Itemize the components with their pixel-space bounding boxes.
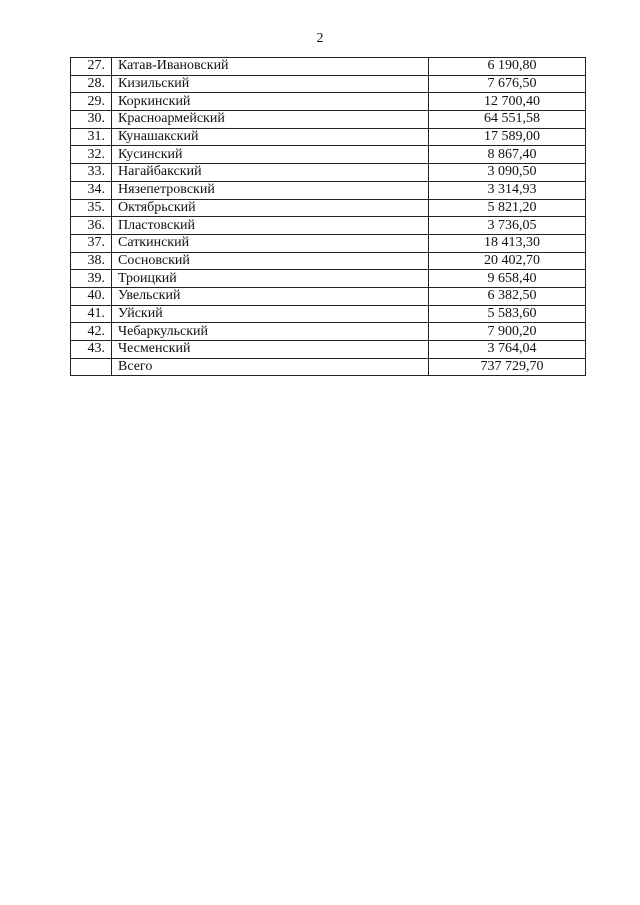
amount-value: 64 551,58 [484, 111, 540, 127]
total-row [71, 358, 586, 376]
total-label: Всего [112, 358, 429, 376]
table-row [71, 341, 586, 359]
district-name: Нязепетровский [112, 181, 429, 199]
page-number: 2 [316, 31, 324, 46]
amount-value: 3 090,50 [487, 164, 537, 180]
district-name: Нагайбакский [112, 164, 429, 182]
row-number: 30. [71, 111, 112, 129]
table-row [71, 181, 586, 199]
table-row [71, 287, 586, 305]
row-number: 33. [71, 164, 112, 182]
district-name: Красноармейский [112, 111, 429, 129]
district-name: Увельский [112, 287, 429, 305]
district-name: Катав-Ивановский [112, 58, 429, 76]
table-row [71, 111, 586, 129]
district-name: Кизильский [112, 75, 429, 93]
district-name: Уйский [112, 305, 429, 323]
table-row [71, 164, 586, 182]
amount-value: 20 402,70 [484, 252, 540, 268]
row-number: 31. [71, 128, 112, 146]
amount-value: 5 583,60 [487, 305, 537, 321]
district-name: Саткинский [112, 234, 429, 252]
district-name: Чесменский [112, 341, 429, 359]
row-number: 27. [71, 58, 112, 76]
amount-value: 9 658,40 [487, 270, 537, 286]
table-row [71, 128, 586, 146]
amount-value: 12 700,40 [484, 93, 540, 109]
row-number: 41. [71, 305, 112, 323]
amount-value: 17 589,00 [484, 129, 540, 145]
amount-value: 3 764,04 [487, 341, 537, 357]
amount-value: 3 736,05 [487, 217, 537, 233]
row-number: 29. [71, 93, 112, 111]
district-name: Октябрьский [112, 199, 429, 217]
table-row [71, 75, 586, 93]
data-table [70, 57, 586, 376]
row-number: 32. [71, 146, 112, 164]
total-row-number [71, 358, 112, 376]
table-row [71, 93, 586, 111]
table-row [71, 234, 586, 252]
row-number: 39. [71, 270, 112, 288]
row-number: 34. [71, 181, 112, 199]
row-number: 38. [71, 252, 112, 270]
district-name: Коркинский [112, 93, 429, 111]
district-name: Троицкий [112, 270, 429, 288]
amount-value: 6 190,80 [487, 58, 537, 74]
row-number: 28. [71, 75, 112, 93]
row-number: 35. [71, 199, 112, 217]
table-row [71, 252, 586, 270]
amount-value: 8 867,40 [487, 146, 537, 162]
row-number: 37. [71, 234, 112, 252]
row-number: 36. [71, 217, 112, 235]
table-row [71, 58, 586, 76]
district-name: Кунашакский [112, 128, 429, 146]
table-row [71, 199, 586, 217]
table-row [71, 270, 586, 288]
row-number: 43. [71, 341, 112, 359]
total-value: 737 729,70 [480, 359, 544, 375]
row-number: 42. [71, 323, 112, 341]
district-name: Кусинский [112, 146, 429, 164]
district-name: Пластовский [112, 217, 429, 235]
table-row [71, 323, 586, 341]
table-row [71, 146, 586, 164]
amount-value: 3 314,93 [487, 182, 537, 198]
row-number: 40. [71, 287, 112, 305]
district-name: Сосновский [112, 252, 429, 270]
district-name: Чебаркульский [112, 323, 429, 341]
amount-value: 7 676,50 [487, 76, 537, 92]
table-row [71, 217, 586, 235]
amount-value: 7 900,20 [487, 323, 537, 339]
table-row [71, 305, 586, 323]
amount-value: 5 821,20 [487, 199, 537, 215]
amount-value: 6 382,50 [487, 288, 537, 304]
amount-value: 18 413,30 [484, 235, 540, 251]
